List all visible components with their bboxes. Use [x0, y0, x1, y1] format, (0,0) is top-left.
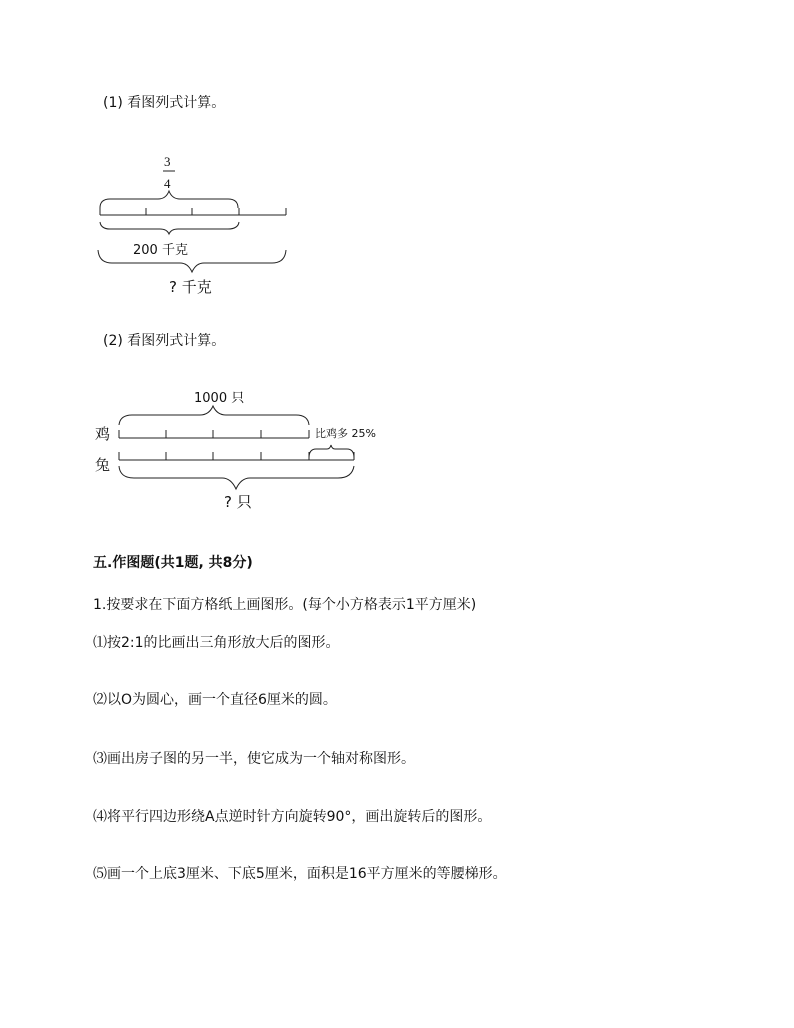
task-item: ⑷将平行四边形绕A点逆时针方向旋转90°，画出旋转后的图形。: [93, 809, 492, 825]
known-brace: [100, 222, 239, 234]
task-item: ⑶画出房子图的另一半，使它成为一个轴对称图形。: [93, 751, 415, 767]
question-text: 1.按要求在下面方格纸上画图形。(每个小方格表示1平方厘米): [93, 597, 477, 613]
chicken-brace: [119, 406, 309, 425]
chicken-count-label: 1000 只: [194, 391, 245, 406]
known-weight-label: 200 千克: [133, 243, 188, 258]
task-item: ⑴按2:1的比画出三角形放大后的图形。: [93, 635, 340, 651]
unknown-count-label: ? 只: [224, 493, 252, 511]
part1-heading: (1) 看图列式计算。: [103, 95, 226, 111]
section-title: 五.作图题(共1题, 共8分): [93, 555, 253, 571]
fraction-numerator: 3: [164, 154, 171, 169]
rabbit-total-brace: [119, 466, 354, 489]
rabbit-row-label: 兔: [95, 456, 111, 474]
percent-more-label: 比鸡多 25%: [315, 427, 376, 440]
chicken-row-label: 鸡: [95, 425, 111, 443]
part2-heading: (2) 看图列式计算。: [103, 333, 226, 349]
unknown-weight-label: ? 千克: [169, 278, 212, 296]
task-item: ⑵以O为圆心，画一个直径6厘米的圆。: [93, 692, 337, 708]
total-brace: [98, 250, 286, 272]
extra-brace: [309, 445, 354, 458]
fraction-denominator: 4: [164, 176, 171, 191]
top-brace: [100, 191, 238, 208]
task-item: ⑸画一个上底3厘米、下底5厘米，面积是16平方厘米的等腰梯形。: [93, 866, 507, 882]
